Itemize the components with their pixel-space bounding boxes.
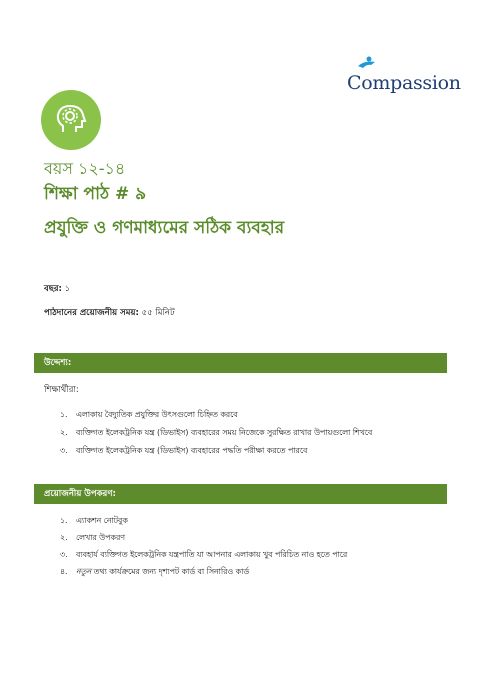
- item-emphasis: নতুন: [76, 567, 92, 576]
- logo-text: Compassion: [347, 72, 461, 94]
- list-item: [60, 409, 238, 422]
- list-item: [60, 566, 249, 579]
- item-number: ১.: [60, 410, 68, 419]
- lesson-title: প্রযুক্তি ও গণমাধ্যমের সঠিক ব্যবহার: [44, 218, 285, 238]
- year-label: বছর:: [44, 284, 62, 294]
- item-text: ব্যক্তিগত ইলেকট্রনিক যন্ত্র (ডিভাইস) ব্যবহারের সময় নিজেকে সুরক্ষিত রাখার উপায়গুলো শিখবে: [76, 428, 373, 437]
- item-number: ২.: [60, 428, 68, 437]
- item-text: এ্যাকশন নোটবুক: [76, 516, 128, 525]
- item-number: ৪.: [60, 567, 68, 576]
- item-number: ১.: [60, 516, 68, 525]
- item-number: ৩.: [60, 446, 68, 455]
- list-item: [60, 532, 125, 545]
- materials-heading: প্রয়োজনীয় উপকরণ:: [34, 484, 447, 504]
- item-text: এলাকায় বৈদ্যুতিক প্রযুক্তির উৎসগুলো চিহ্নিত করবে: [76, 410, 238, 419]
- item-text: ব্যবহার্য ব্যক্তিগত ইলেকট্রনিক যন্ত্রপাতি যা আপনার এলাকায় খুব পরিচিত নাও হতে পারে: [76, 550, 348, 559]
- item-text: লেখার উপকরণ: [76, 533, 125, 542]
- item-text: তথ্য কার্যক্রমের জন্য দৃশ্যপট কার্ড বা সিনারিও কার্ড: [91, 567, 250, 576]
- list-item: [60, 427, 372, 440]
- objectives-lead: শিক্ষার্থীরা:: [44, 385, 79, 395]
- lesson-number: শিক্ষা পাঠ # ৯: [44, 184, 147, 204]
- objectives-heading: উদ্দেশ্য:: [34, 353, 447, 373]
- time-label: পাঠদানের প্রয়োজনীয় সময়:: [44, 308, 139, 318]
- list-item: [60, 445, 307, 458]
- item-text: ব্যক্তিগত ইলেকট্রনিক যন্ত্র (ডিভাইস) ব্যবহারের পদ্ধতি পরীক্ষা করতে পারবে: [76, 446, 308, 455]
- list-item: [60, 515, 128, 528]
- brain-gear-icon: [53, 102, 89, 138]
- year-line: [44, 282, 70, 296]
- time-line: [44, 306, 175, 320]
- brain-gear-badge: [41, 90, 101, 150]
- age-range: বয়স ১২-১৪: [44, 159, 126, 178]
- time-value: ৫৫ মিনিট: [141, 308, 175, 318]
- item-number: ২.: [60, 533, 68, 542]
- item-number: ৩.: [60, 550, 68, 559]
- year-value: ১: [64, 284, 71, 294]
- compassion-logo: [345, 56, 461, 96]
- list-item: [60, 549, 347, 562]
